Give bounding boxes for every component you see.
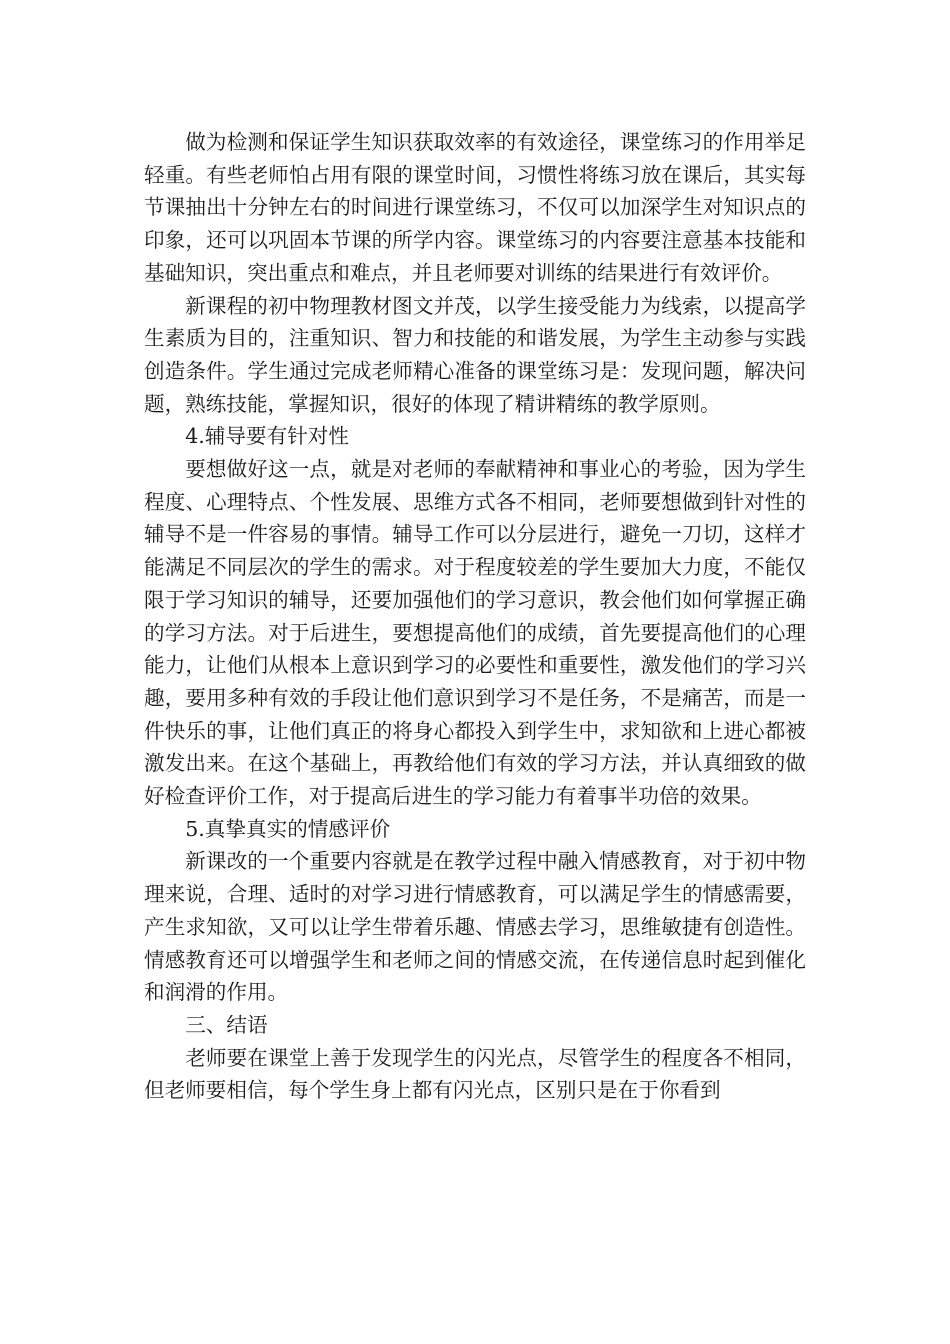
- paragraph-tutoring: 要想做好这一点，就是对老师的奉献精神和事业心的考验，因为学生程度、心理特点、个性发展、思维方式各不相同，老师要想做到针对性的辅导不是一件容易的事情。辅导工作可以分层进行，避免一刀切，这样才能满足不同层次的学生的需求。对于程度较差的学生要加大力度，不能仅限于学习知识的辅导，还要加强他们的学习意识，教会他们如何掌握正确的学习方法。对于后进生，要想提高他们的成绩，首先要提高他们的心理能力，让他们从根本上意识到学习的必要性和重要性，激发他们的学习兴趣，要用多种有效的手段让他们意识到学习不是任务，不是痛苦，而是一件快乐的事，让他们真正的将身心都投入到学生中，求知欲和上进心都被激发出来。在这个基础上，再教给他们有效的学习方法，并认真细致的做好检查评价工作，对于提高后进生的学习能力有着事半功倍的效果。: [144, 457, 806, 809]
- section-heading-emotional-evaluation: 5.真挚真实的情感评价: [185, 816, 391, 841]
- paragraph-classroom-exercise: 做为检测和保证学生知识获取效率的有效途径，课堂练习的作用举足轻重。有些老师怕占用有限的课堂时间，习惯性将练习放在课后，其实每节课抽出十分钟左右的时间进行课堂练习，不仅可以加深学生对知识点的印象，还可以巩固本节课的所学内容。课堂练习的内容要注意基本技能和基础知识，突出重点和难点，并且老师要对训练的结果进行有效评价。: [144, 130, 806, 285]
- document-body: [144, 126, 806, 1107]
- section-heading-tutoring: 4.辅导要有针对性: [185, 424, 349, 449]
- paragraph-new-curriculum: 新课程的初中物理教材图文并茂，以学生接受能力为线索，以提高学生素质为目的，注重知识、智力和技能的和谐发展，为学生主动参与实践创造条件。学生通过完成老师精心准备的课堂练习是：发现问题，解决问题，熟练技能，掌握知识，很好的体现了精讲精练的教学原则。: [144, 293, 806, 416]
- paragraph-conclusion: 老师要在课堂上善于发现学生的闪光点，尽管学生的程度各不相同，但老师要相信，每个学生身上都有闪光点，区别只是在于你看到: [144, 1045, 806, 1103]
- section-heading-conclusion: 三、结语: [185, 1012, 268, 1037]
- paragraph-emotional-education: 新课改的一个重要内容就是在教学过程中融入情感教育，对于初中物理来说，合理、适时的对学习进行情感教育，可以满足学生的情感需要，产生求知欲，又可以让学生带着乐趣、情感去学习，思维敏捷有创造性。情感教育还可以增强学生和老师之间的情感交流，在传递信息时起到催化和润滑的作用。: [144, 849, 806, 1005]
